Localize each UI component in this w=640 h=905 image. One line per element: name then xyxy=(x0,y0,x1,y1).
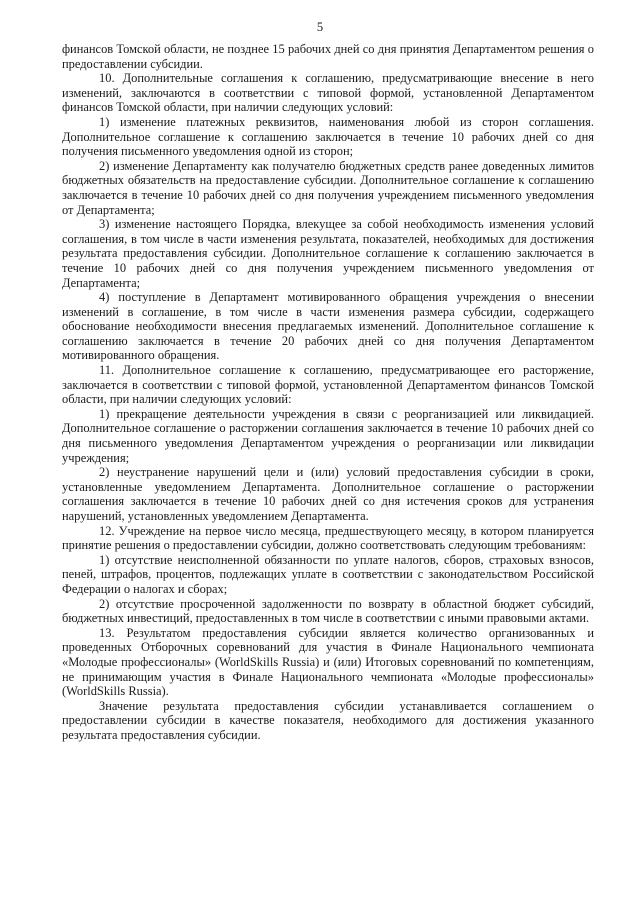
paragraph-clause-11-item-2: 2) неустранение нарушений цели и (или) условий предоставления субсидии в сроки, установленные уведомлением Департамента. Дополнительное соглашение о расторжении соглашения заключается в течение 10 рабочих дней со дня истечения сроков для устранения нарушений, установленных уведомлением Департамента. xyxy=(62,465,598,523)
paragraph-result-value: Значение результата предоставления субсидии устанавливается соглашением о предоставлении субсидии в качестве показателя, необходимого для достижения указанного результата предоставления субсидии. xyxy=(62,698,598,742)
paragraph-clause-12-item-1: 1) отсутствие неисполненной обязанности по уплате налогов, сборов, страховых взносов, пеней, штрафов, процентов, подлежащих уплате в соответствии с законодательством Российской Федерации о налогах и сборах; xyxy=(62,552,598,596)
paragraph-clause-10-item-2: 2) изменение Департаменту как получателю бюджетных средств ранее доведенных лимитов бюджетных обязательств на предоставление субсидии. Дополнительное соглашение к соглашению заключается в течение 10 рабочих дней со дня получения учреждением письменного уведомления от Департамента; xyxy=(62,158,598,217)
paragraph-clause-10-item-4: 4) поступление в Департамент мотивированного обращения учреждения о внесении изменений в соглашение, в том числе в части изменения размера субсидии, содержащего обоснование необходимости внесения предлагаемых изменений. Дополнительное соглашение к соглашению заключается в течение 20 рабочих дней со дня получения Департаментом мотивированного обращения. xyxy=(62,290,598,363)
document-body xyxy=(62,42,598,743)
page-number: 5 xyxy=(316,20,324,34)
paragraph-clause-10-item-1: 1) изменение платежных реквизитов, наименования любой из сторон соглашения. Дополнительное соглашение к соглашению заключается в течение 10 рабочих дней со дня получения письменного уведомления одной из сторон; xyxy=(62,114,598,159)
paragraph-clause-12: 12. Учреждение на первое число месяца, предшествующего месяцу, в котором планируется принятие решения о предоставлении субсидии, должно соответствовать следующим требованиям: xyxy=(62,523,598,553)
paragraph-clause-13: 13. Результатом предоставления субсидии является количество организованных и проведенных Отборочных соревнований для участия в Финале Национального чемпионата «Молодые профессионалы» (WorldSkills Russia) и (или) Итоговых соревнований по компетенциям, не принимающим участия в Финале Национального чемпионата «Молодые профессионалы» (WorldSkills Russia). xyxy=(62,625,598,699)
paragraph-clause-11: 11. Дополнительное соглашение к соглашению, предусматривающее его расторжение, заключается в соответствии с типовой формой, установленной Департаментом финансов Томской области, при наличии следующих условий: xyxy=(62,363,598,407)
paragraph-continuation: финансов Томской области, не позднее 15 рабочих дней со дня принятия Департаментом решения о предоставлении субсидии. xyxy=(62,42,598,71)
paragraph-clause-10-item-3: 3) изменение настоящего Порядка, влекущее за собой необходимость изменения условий соглашения, в том числе в части изменения результата, показателей, необходимых для достижения результата предоставления субсидии. Дополнительное соглашение к соглашению заключается в течение 10 рабочих дней со дня получения учреждением письменного уведомления от Департамента; xyxy=(62,217,598,290)
paragraph-clause-11-item-1: 1) прекращение деятельности учреждения в связи с реорганизацией или ликвидацией. Дополнительное соглашение о расторжении соглашения заключается в течение 10 рабочих дней со дня письменного уведомления Департаментом учреждения о реорганизации или ликвидации учреждения; xyxy=(62,406,598,465)
paragraph-clause-10: 10. Дополнительные соглашения к соглашению, предусматривающие внесение в него изменений, заключаются в соответствии с типовой формой, установленной Департаментом финансов Томской области, при наличии следующих условий: xyxy=(62,71,598,115)
paragraph-clause-12-item-2: 2) отсутствие просроченной задолженности по возврату в областной бюджет субсидий, бюджетных инвестиций, предоставленных в том числе в соответствии с иными правовыми актами. xyxy=(62,596,598,626)
